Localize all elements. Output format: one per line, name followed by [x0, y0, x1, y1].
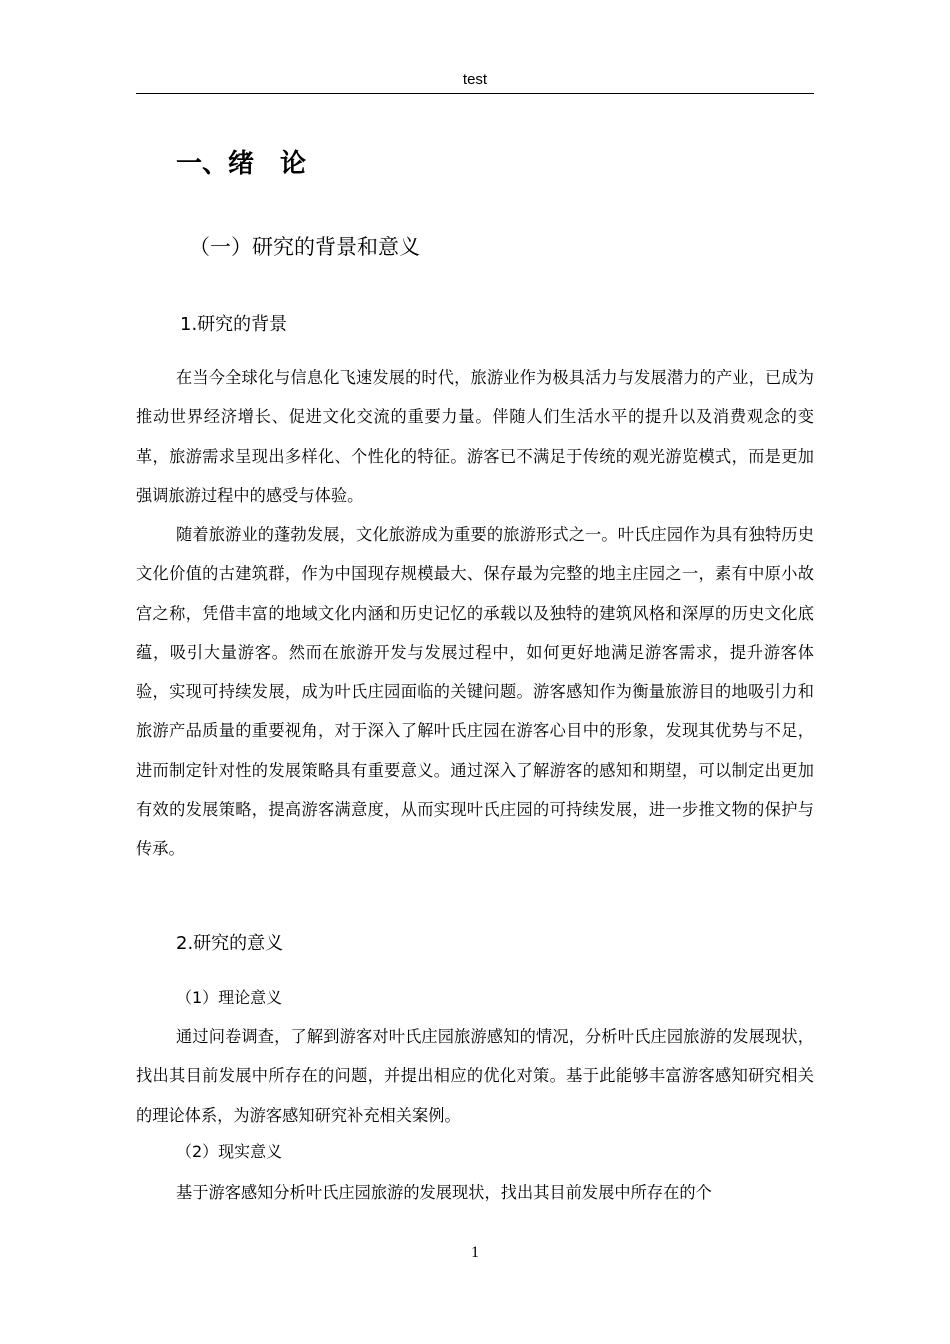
page-number: 1: [471, 1244, 479, 1261]
practical-significance-heading: （2）现实意义: [176, 1142, 283, 1161]
significance-heading: 2.研究的意义: [176, 933, 284, 954]
running-header: test: [462, 71, 488, 88]
background-paragraph-2: 随着旅游业的蓬勃发展，文化旅游成为重要的旅游形式之一。叶氏庄园作为具有独特历史文化价值的古建筑群，作为中国现存规模最大、保存最为完整的地主庄园之一，素有中原小故宫之称，凭借丰富的地域文化内涵和历史记忆的承载以及独特的建筑风格和深厚的历史文化底蕴，吸引大量游客。然而在旅游开发与发展过程中，如何更好地满足游客需求，提升游客体验，实现可持续发展，成为叶氏庄园面临的关键问题。游客感知作为衡量旅游目的地吸引力和旅游产品质量的重要视角，对于深入了解叶氏庄园在游客心目中的形象，发现其优势与不足，进而制定针对性的发展策略具有重要意义。通过深入了解游客的感知和期望，可以制定出更加有效的发展策略，提高游客满意度，从而实现叶氏庄园的可持续发展，进一步推文物的保护与传承。: [136, 525, 814, 859]
background-heading: 1.研究的背景: [180, 314, 288, 335]
theory-significance-heading: （1）理论意义: [176, 988, 283, 1007]
theory-significance-paragraph: 通过问卷调查，了解到游客对叶氏庄园旅游感知的情况，分析叶氏庄园旅游的发展现状，找出其目前发展中所存在的问题，并提出相应的优化对策。基于此能够丰富游客感知研究相关的理论体系，为游客感知研究补充相关案例。: [136, 1027, 814, 1125]
header-divider: [136, 93, 814, 94]
practical-significance-paragraph: 基于游客感知分析叶氏庄园旅游的发展现状，找出其目前发展中所存在的个: [176, 1183, 712, 1202]
background-paragraph-1: 在当今全球化与信息化飞速发展的时代，旅游业作为极具活力与发展潜力的产业，已成为推动世界经济增长、促进文化交流的重要力量。伴随人们生活水平的提升以及消费观念的变革，旅游需求呈现出多样化、个性化的特征。游客已不满足于传统的观光游览模式，而是更加强调旅游过程中的感受与体验。: [136, 368, 814, 505]
section-title: （一）研究的背景和意义: [189, 235, 420, 259]
chapter-title: 一、绪 论: [176, 149, 307, 179]
